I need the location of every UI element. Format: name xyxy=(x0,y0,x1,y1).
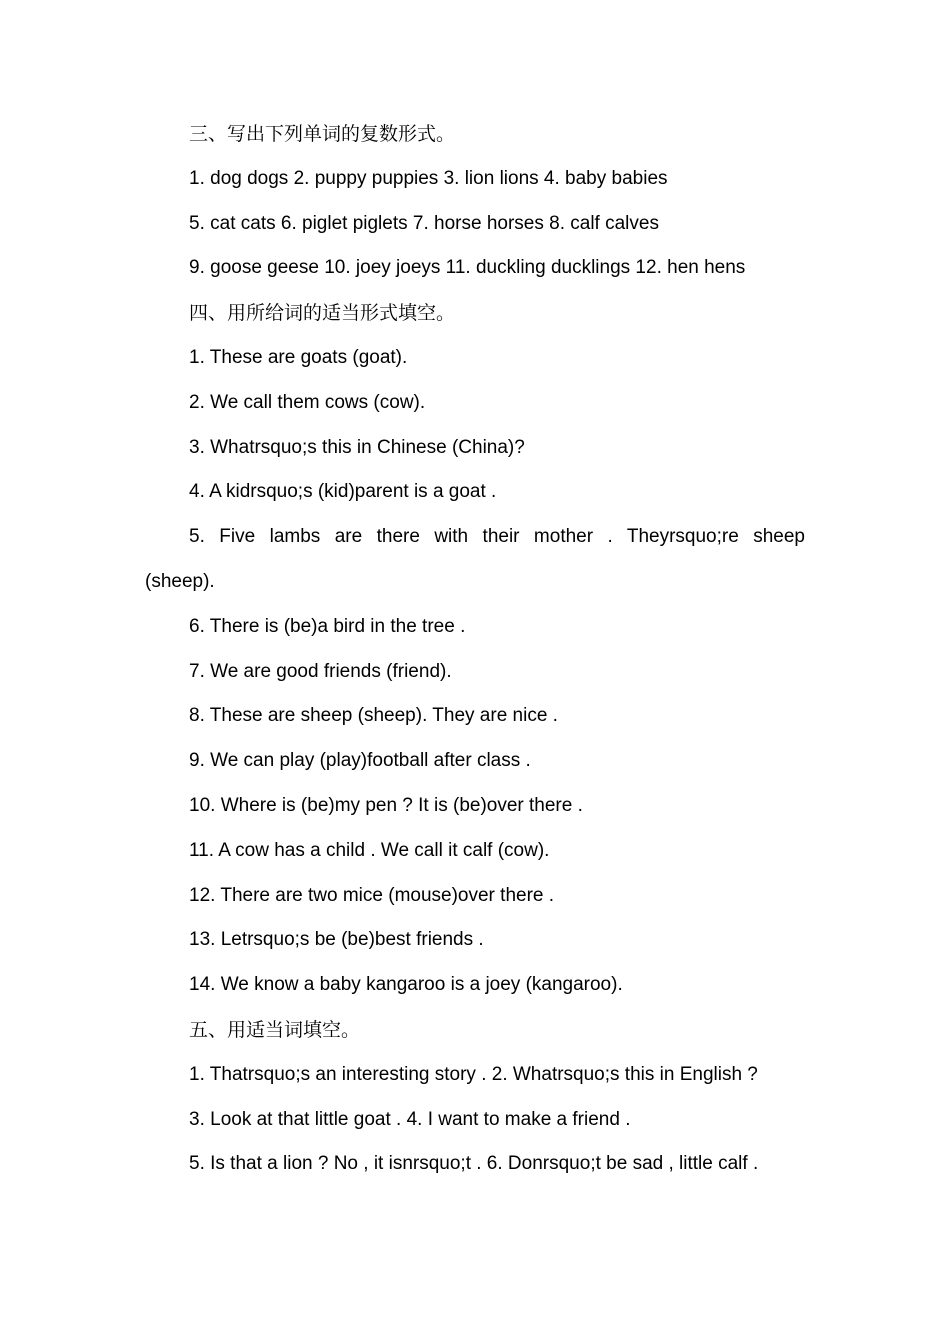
section-4-item-3: 3. Whatrsquo;s this in Chinese (China)? xyxy=(189,436,525,458)
section-4-item-12: 12. There are two mice (mouse)over there . xyxy=(189,884,555,906)
section-5-line-3: 5. Is that a lion ? No , it isnrsquo;t . 6. Donrsquo;t be sad , little calf . xyxy=(189,1153,759,1175)
section-4-item-5-line-1: 5. Five lambs are there with their mother . Theyrsquo;re sheep xyxy=(189,526,805,548)
section-4-item-9: 9. We can play (play)football after class . xyxy=(189,750,531,772)
section-3-heading: 三、写出下列单词的复数形式。 xyxy=(189,123,456,145)
document-page xyxy=(145,112,805,1187)
section-4-item-4: 4. A kidrsquo;s (kid)parent is a goat . xyxy=(189,481,497,503)
section-4-item-13: 13. Letrsquo;s be (be)best friends . xyxy=(189,929,484,951)
section-3-line-2: 5. cat cats 6. piglet piglets 7. horse horses 8. calf calves xyxy=(189,212,659,234)
section-5-line-1: 1. Thatrsquo;s an interesting story . 2. Whatrsquo;s this in English ? xyxy=(189,1063,758,1085)
section-4-item-5 xyxy=(145,515,805,605)
section-3-line-1: 1. dog dogs 2. puppy puppies 3. lion lions 4. baby babies xyxy=(189,167,668,189)
section-4-heading: 四、用所给词的适当形式填空。 xyxy=(189,302,456,325)
section-4-item-8: 8. These are sheep (sheep). They are nice . xyxy=(189,705,558,727)
section-4-item-6: 6. There is (be)a bird in the tree . xyxy=(189,615,466,637)
section-4-item-2: 2. We call them cows (cow). xyxy=(189,391,426,413)
section-5-heading: 五、用适当词填空。 xyxy=(189,1018,361,1041)
section-5-line-2: 3. Look at that little goat . 4. I want to make a friend . xyxy=(189,1108,631,1130)
section-4-item-7: 7. We are good friends (friend). xyxy=(189,660,452,682)
section-4-item-5-line-2: (sheep). xyxy=(145,570,215,592)
section-4-item-1: 1. These are goats (goat). xyxy=(189,346,408,368)
section-3-line-3: 9. goose geese 10. joey joeys 11. duckling ducklings 12. hen hens xyxy=(189,257,746,279)
section-4-item-11: 11. A cow has a child . We call it calf (cow). xyxy=(189,839,550,861)
section-4-item-10: 10. Where is (be)my pen ? It is (be)over there . xyxy=(189,794,583,816)
section-4-item-14: 14. We know a baby kangaroo is a joey (kangaroo). xyxy=(189,974,623,996)
